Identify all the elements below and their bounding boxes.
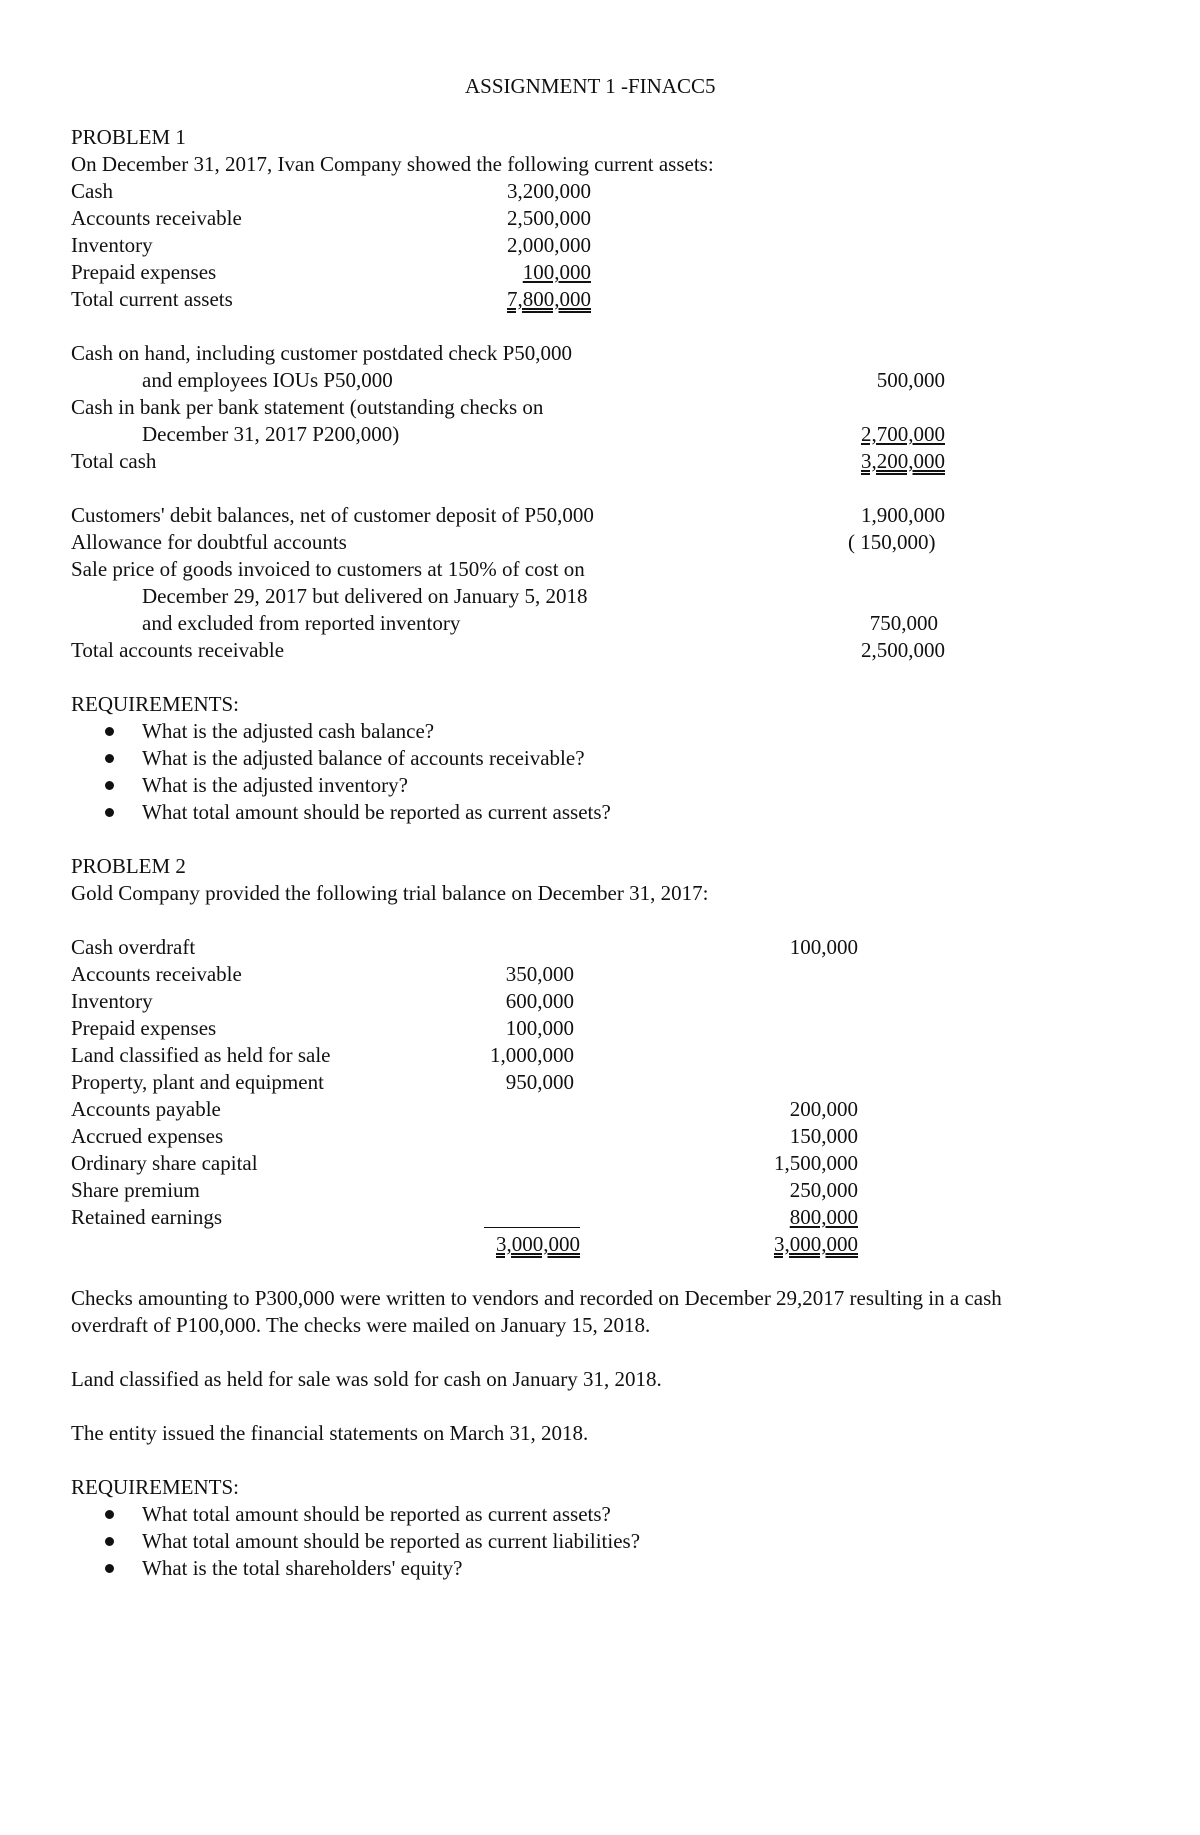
requirement-item: What total amount should be reported as current assets?: [142, 1502, 611, 1526]
asset-label: Inventory: [71, 233, 153, 257]
tb-label: Prepaid expenses: [71, 1016, 217, 1040]
cash-detail-label: Cash in bank per bank statement (outstanding checks on: [71, 395, 544, 419]
bullet-icon: [105, 1537, 114, 1546]
problem2-heading: PROBLEM 2: [71, 854, 186, 878]
asset-value: 2,000,000: [507, 233, 591, 257]
asset-value: 7,800,000: [507, 287, 591, 311]
ar-total-value: 2,500,000: [861, 638, 945, 662]
tb-label: Land classified as held for sale: [71, 1043, 331, 1067]
note-text: The entity issued the financial statements on March 31, 2018.: [71, 1421, 589, 1445]
tb-label: Cash overdraft: [71, 935, 196, 959]
requirement-item: What is the total shareholders' equity?: [142, 1556, 463, 1580]
debit-column-rule: [484, 1227, 580, 1228]
tb-label: Accrued expenses: [71, 1124, 224, 1148]
cash-detail-value: 2,700,000: [861, 422, 945, 446]
tb-total-debit: 3,000,000: [496, 1232, 580, 1256]
asset-value: 3,200,000: [507, 179, 591, 203]
requirements-heading: REQUIREMENTS:: [71, 1475, 239, 1499]
tb-credit: 800,000: [789, 1205, 858, 1229]
tb-label: Property, plant and equipment: [71, 1070, 324, 1094]
ar-detail-value: 1,900,000: [861, 503, 945, 527]
asset-label: Total current assets: [71, 287, 233, 311]
asset-label: Prepaid expenses: [71, 260, 217, 284]
cash-total-label: Total cash: [71, 449, 157, 473]
ar-detail-label: Allowance for doubtful accounts: [71, 530, 347, 554]
tb-label: Accounts payable: [71, 1097, 221, 1121]
requirement-item: What total amount should be reported as current liabilities?: [142, 1529, 641, 1553]
bullet-icon: [105, 754, 114, 763]
asset-value: 2,500,000: [507, 206, 591, 230]
tb-debit: 350,000: [505, 962, 574, 986]
bullet-icon: [105, 727, 114, 736]
asset-label: Accounts receivable: [71, 206, 242, 230]
ar-detail-label: and excluded from reported inventory: [142, 611, 461, 635]
tb-credit: 150,000: [789, 1124, 858, 1148]
requirements-heading: REQUIREMENTS:: [71, 692, 239, 716]
bullet-icon: [105, 781, 114, 790]
tb-debit: 600,000: [505, 989, 574, 1013]
bullet-icon: [105, 1510, 114, 1519]
cash-detail-label: Cash on hand, including customer postdated check P50,000: [71, 341, 572, 365]
tb-credit: 200,000: [789, 1097, 858, 1121]
problem1-intro: On December 31, 2017, Ivan Company showed the following current assets:: [71, 152, 714, 176]
ar-detail-label: Sale price of goods invoiced to customers at 150% of cost on: [71, 557, 585, 581]
problem1-heading: PROBLEM 1: [71, 125, 186, 149]
asset-label: Cash: [71, 179, 113, 203]
note-text: Checks amounting to P300,000 were written to vendors and recorded on December 29,2017 resulting in a cash: [71, 1286, 1002, 1310]
bullet-icon: [105, 808, 114, 817]
tb-label: Ordinary share capital: [71, 1151, 258, 1175]
tb-debit: 1,000,000: [490, 1043, 574, 1067]
ar-detail-label: December 29, 2017 but delivered on January 5, 2018: [142, 584, 588, 608]
tb-total-credit: 3,000,000: [774, 1232, 858, 1256]
cash-detail-value: 500,000: [876, 368, 945, 392]
tb-label: Share premium: [71, 1178, 200, 1202]
ar-detail-value: 750,000: [869, 611, 938, 635]
tb-debit: 950,000: [505, 1070, 574, 1094]
tb-label: Accounts receivable: [71, 962, 242, 986]
ar-total-label: Total accounts receivable: [71, 638, 285, 662]
tb-credit: 250,000: [789, 1178, 858, 1202]
requirement-item: What total amount should be reported as current assets?: [142, 800, 611, 824]
problem2-intro: Gold Company provided the following trial balance on December 31, 2017:: [71, 881, 709, 905]
asset-value: 100,000: [522, 260, 591, 284]
bullet-icon: [105, 1564, 114, 1573]
tb-debit: 100,000: [505, 1016, 574, 1040]
note-text: overdraft of P100,000. The checks were mailed on January 15, 2018.: [71, 1313, 651, 1337]
tb-label: Inventory: [71, 989, 153, 1013]
note-text: Land classified as held for sale was sold for cash on January 31, 2018.: [71, 1367, 662, 1391]
cash-total-value: 3,200,000: [861, 449, 945, 473]
document-title: ASSIGNMENT 1 -FINACC5: [465, 74, 716, 98]
tb-credit: 100,000: [789, 935, 858, 959]
requirement-item: What is the adjusted cash balance?: [142, 719, 435, 743]
requirement-item: What is the adjusted balance of accounts receivable?: [142, 746, 585, 770]
tb-credit: 1,500,000: [774, 1151, 858, 1175]
tb-label: Retained earnings: [71, 1205, 223, 1229]
cash-detail-label: December 31, 2017 P200,000): [142, 422, 400, 446]
requirement-item: What is the adjusted inventory?: [142, 773, 408, 797]
ar-detail-value: ( 150,000): [848, 530, 936, 554]
cash-detail-label: and employees IOUs P50,000: [142, 368, 393, 392]
ar-detail-label: Customers' debit balances, net of customer deposit of P50,000: [71, 503, 594, 527]
